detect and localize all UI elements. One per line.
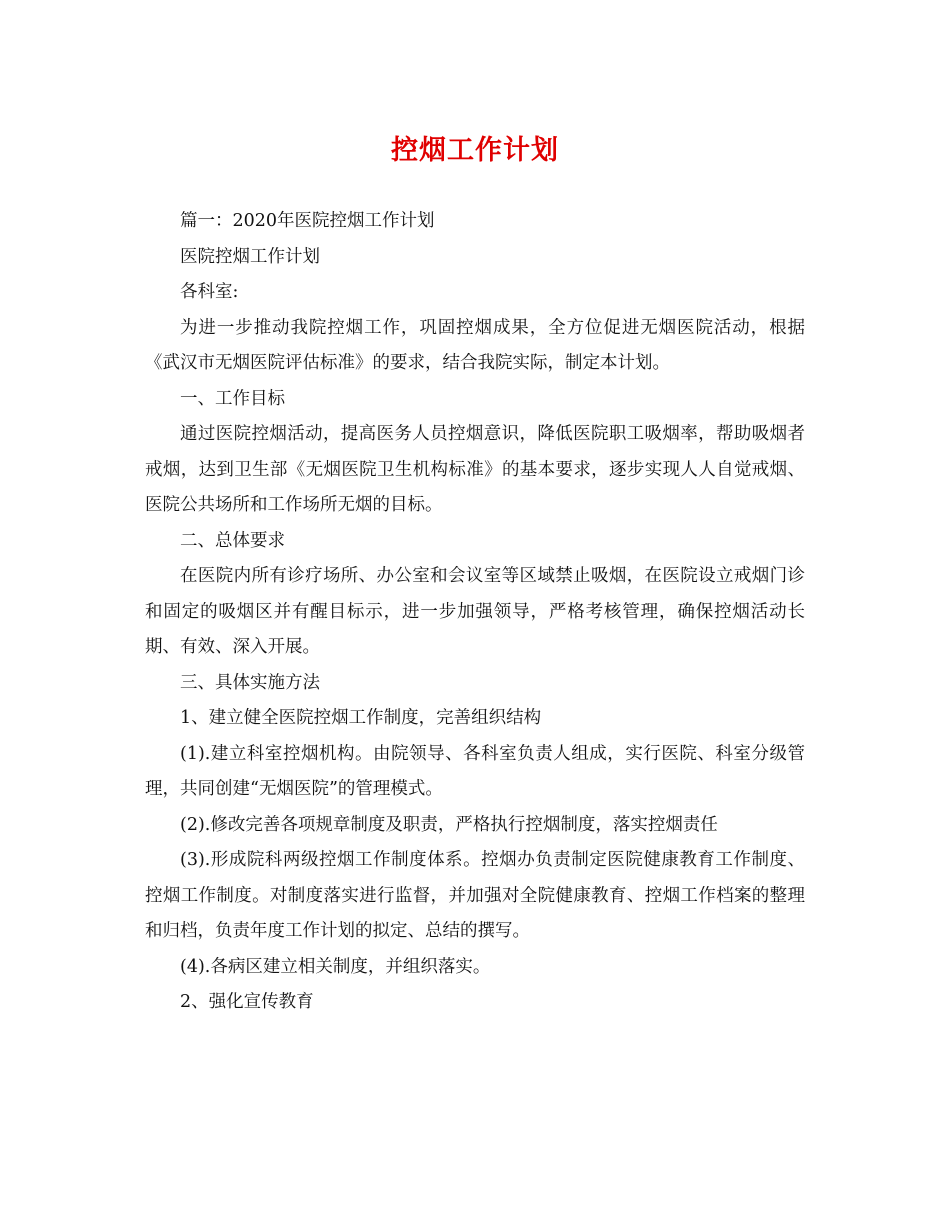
paragraph: 通过医院控烟活动，提高医务人员控烟意识，降低医院职工吸烟率，帮助吸烟者戒烟，达到卫生部《无烟医院卫生机构标准》的基本要求，逐步实现人人自觉戒烟、医院公共场所和工作场所无烟的目标。 — [145, 424, 805, 515]
subsection-heading: 2、强化宣传教育 — [180, 992, 314, 1012]
list-item: (1).建立科室控烟机构。由院领导、各科室负责人组成，实行医院、科室分级管理，共同创建“无烟医院”的管理模式。 — [145, 743, 805, 799]
paragraph: 在医院内所有诊疗场所、办公室和会议室等区域禁止吸烟，在医院设立戒烟门诊和固定的吸烟区并有醒目标示，进一步加强领导，严格考核管理，确保控烟活动长期、有效、深入开展。 — [145, 566, 805, 657]
paragraph: 各科室: — [180, 282, 239, 302]
list-item: (3).形成院科两级控烟工作制度体系。控烟办负责制定医院健康教育工作制度、控烟工作制度。对制度落实进行监督，并加强对全院健康教育、控烟工作档案的整理和归档，负责年度工作计划的拟定、总结的撰写。 — [145, 850, 805, 941]
paragraph: 为进一步推动我院控烟工作，巩固控烟成果，全方位促进无烟医院活动，根据《武汉市无烟医院评估标准》的要求，结合我院实际，制定本计划。 — [145, 317, 805, 373]
subsection-heading: 1、建立健全医院控烟工作制度，完善组织结构 — [180, 708, 542, 728]
list-item: (4).各病区建立相关制度，并组织落实。 — [180, 956, 491, 977]
paragraph: 篇一：2020年医院控烟工作计划 — [180, 211, 435, 231]
document-title: 控烟工作计划 — [391, 135, 559, 166]
section-heading: 三、具体实施方法 — [180, 672, 320, 693]
list-item: (2).修改完善各项规章制度及职责，严格执行控烟制度，落实控烟责任 — [180, 814, 718, 835]
paragraph: 医院控烟工作计划 — [180, 246, 320, 267]
section-heading: 二、总体要求 — [180, 530, 285, 551]
document-body — [145, 204, 805, 1021]
section-heading: 一、工作目标 — [180, 388, 285, 409]
